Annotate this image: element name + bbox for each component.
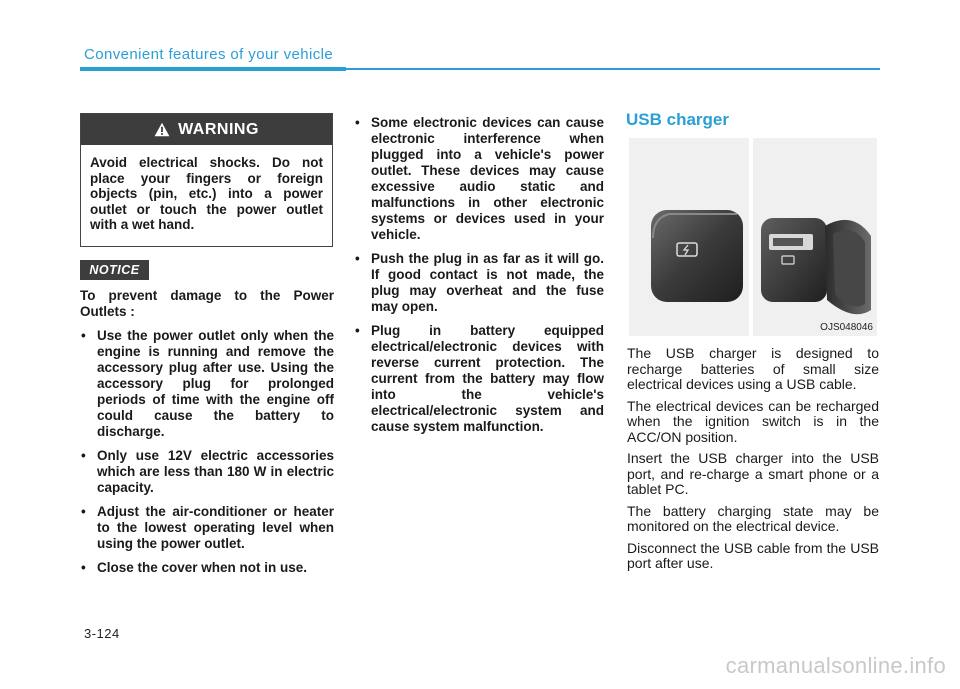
usb-paragraph: The battery charging state may be monitored on the electrical device. xyxy=(627,502,879,534)
usb-paragraph: Insert the USB charger into the USB port, and re-charge a smart phone or a tablet PC. xyxy=(627,450,879,497)
warning-text: Avoid electrical shocks. Do not place your fingers or foreign objects (pin, etc.) into a power outlet or touch the power outlet with a wet hand. xyxy=(90,155,323,232)
warning-box xyxy=(80,113,333,247)
usb-cover-closed-icon xyxy=(629,138,749,336)
notice-column-2 xyxy=(354,115,604,443)
warning-heading xyxy=(81,114,332,145)
notice-badge: NOTICE xyxy=(80,260,149,280)
notice-item: • Use the power outlet only when the engine is running and remove the accessory plug after use. Using the accessory plug for prolonged periods of time with the engine off could cause the battery to discharge. xyxy=(80,328,334,440)
usb-cover-open-photo xyxy=(753,138,877,336)
usb-charger-photo xyxy=(629,138,877,338)
image-code: OJS048046 xyxy=(820,322,873,333)
section-title: Convenient features of your vehicle xyxy=(84,46,334,63)
warning-heading-label: WARNING xyxy=(178,120,259,138)
usb-description xyxy=(627,346,879,578)
header-rule-thin xyxy=(346,68,880,70)
usb-paragraph: The USB charger is designed to recharge batteries of small size electrical devices using a USB cable. xyxy=(627,345,879,392)
notice-list-2 xyxy=(354,115,604,435)
usb-paragraph: The electrical devices can be recharged when the ignition switch is in the ACC/ON position. xyxy=(627,397,879,445)
notice-item: • Plug in battery equipped electrical/electronic devices with reverse current protection. The current from the battery may flow into the vehicle's electrical/electronic system and cause system malfunction. xyxy=(354,323,604,435)
notice-item: • Some electronic devices can cause electronic interference when plugged into a vehicle's power outlet. These devices may cause excessive audio static and malfunctions in other electronic systems or devices used in your vehicle. xyxy=(354,115,604,243)
warning-triangle-icon xyxy=(154,122,170,137)
notice-item: • Adjust the air-conditioner or heater to the lowest operating level when using the power outlet. xyxy=(80,504,334,552)
notice-list-1 xyxy=(80,328,334,576)
watermark: carmanualsonline.info xyxy=(725,653,946,678)
notice-item: • Close the cover when not in use. xyxy=(80,560,334,576)
page-number: 3-124 xyxy=(84,626,120,641)
notice-intro: To prevent damage to the Power Outlets : xyxy=(80,288,334,319)
usb-cover-open-icon xyxy=(753,138,877,336)
usb-paragraph: Disconnect the USB cable from the USB port after use. xyxy=(627,539,879,571)
header-rule-thick xyxy=(80,67,346,71)
notice-column-1 xyxy=(80,288,334,584)
usb-cover-closed-photo xyxy=(629,138,749,336)
usb-charger-heading: USB charger xyxy=(626,110,729,129)
notice-item: • Only use 12V electric accessories which are less than 180 W in electric capacity. xyxy=(80,448,334,496)
notice-item: • Push the plug in as far as it will go. If good contact is not made, the plug may overheat and the fuse may open. xyxy=(354,251,604,315)
